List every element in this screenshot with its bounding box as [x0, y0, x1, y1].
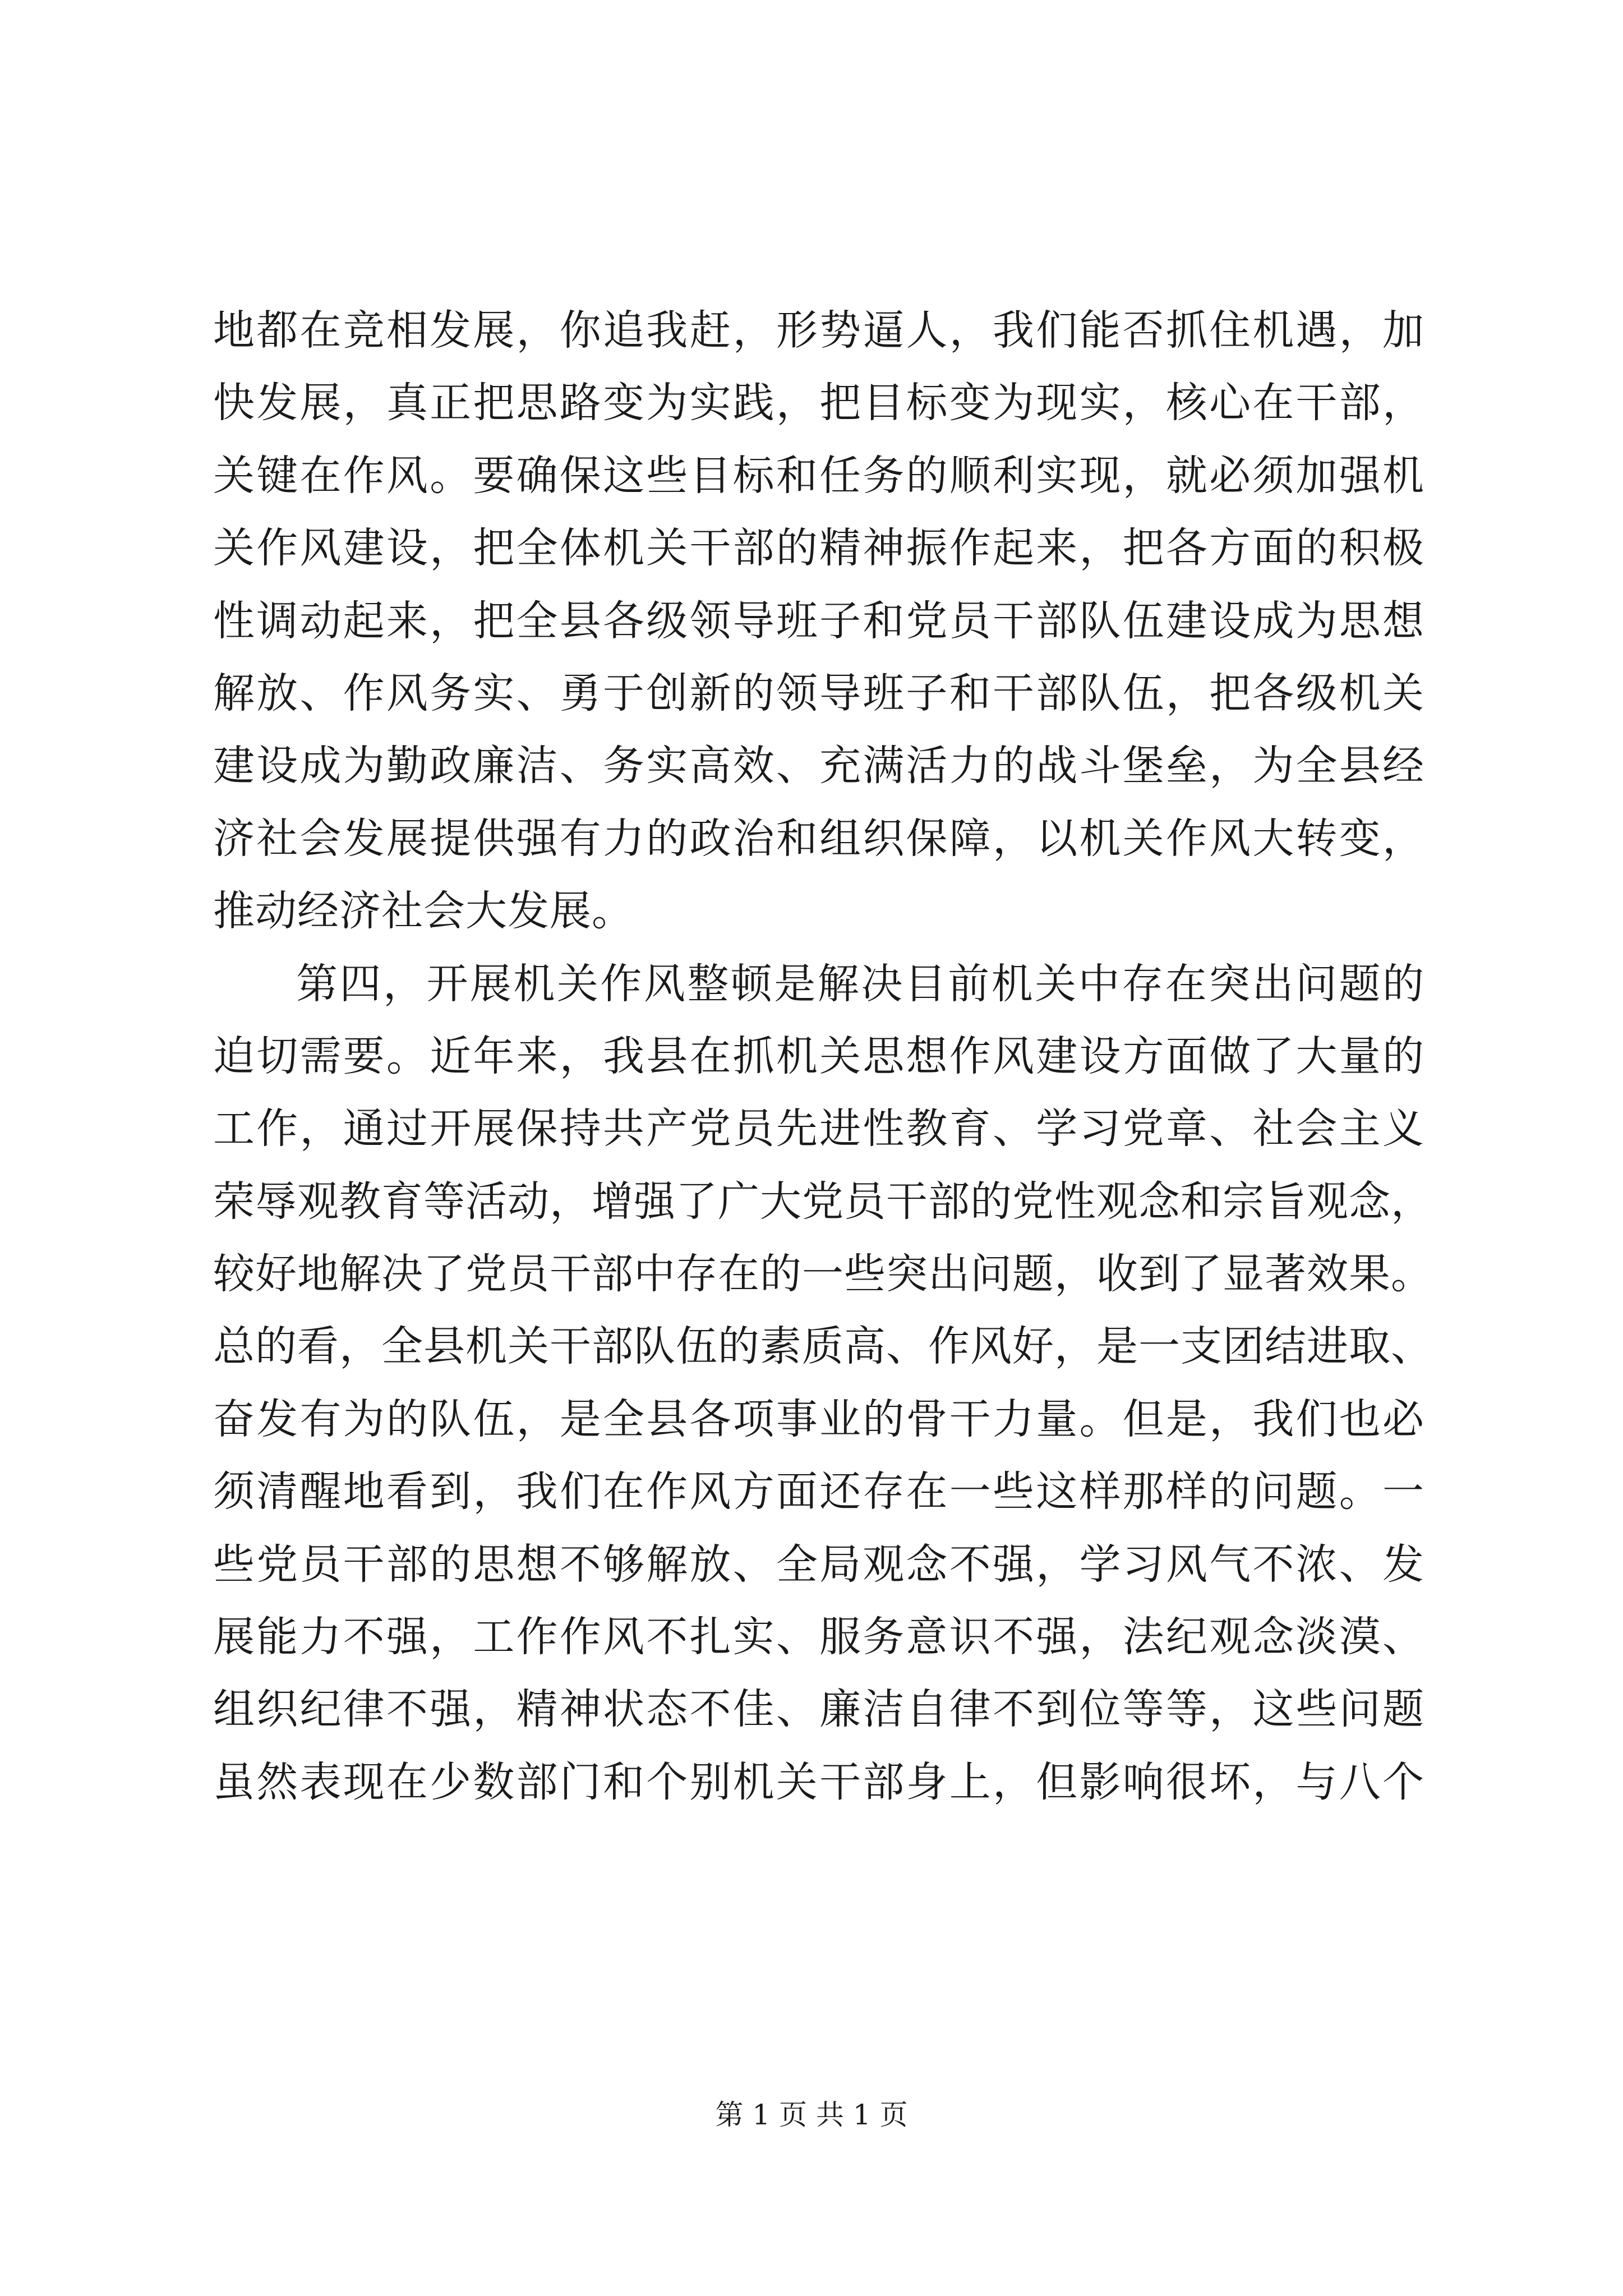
text-line: 地都在竞相发展，你追我赶，形势逼人，我们能否抓住机遇，加: [213, 306, 1424, 355]
page-number-footer: 第 1 页 共 1 页: [715, 2099, 908, 2131]
text-line: 快发展，真正把思路变为实践，把目标变为现实，核心在干部，: [213, 379, 1424, 427]
text-line: 济社会发展提供强有力的政治和组织保障，以机关作风大转变，: [213, 814, 1424, 863]
text-line: 关作风建设，把全体机关干部的精神振作起来，把各方面的积极: [213, 524, 1424, 573]
body-text: [213, 295, 1433, 1819]
text-line: 工作，通过开展保持共产党员先进性教育、学习党章、社会主义: [213, 1105, 1424, 1153]
text-line: 些党员干部的思想不够解放、全局观念不强，学习风气不浓、发: [213, 1540, 1424, 1589]
text-line: 迫切需要。近年来，我县在抓机关思想作风建设方面做了大量的: [213, 1032, 1424, 1080]
text-line: 推动经济社会大发展。: [213, 887, 634, 936]
text-line: 虽然表现在少数部门和个别机关干部身上，但影响很坏，与八个: [213, 1757, 1424, 1806]
text-line: 建设成为勤政廉洁、务实高效、充满活力的战斗堡垒，为全县经: [213, 742, 1424, 790]
text-line: 展能力不强，工作作风不扎实、服务意识不强，法纪观念淡漠、: [213, 1613, 1424, 1662]
text-line: 须清醒地看到，我们在作风方面还存在一些这样那样的问题。一: [213, 1467, 1424, 1516]
text-line: 较好地解决了党员干部中存在的一些突出问题，收到了显著效果。: [213, 1250, 1433, 1299]
text-line: 荣辱观教育等活动，增强了广大党员干部的党性观念和宗旨观念，: [213, 1177, 1433, 1226]
text-line: 总的看，全县机关干部队伍的素质高、作风好，是一支团结进取、: [213, 1322, 1433, 1371]
text-line: 性调动起来，把全县各级领导班子和党员干部队伍建设成为思想: [213, 596, 1424, 645]
text-line: 第四，开展机关作风整顿是解决目前机关中存在突出问题的: [296, 959, 1424, 1008]
text-line: 解放、作风务实、勇于创新的领导班子和干部队伍，把各级机关: [213, 669, 1424, 717]
text-line: 关键在作风。要确保这些目标和任务的顺利实现，就必须加强机: [213, 451, 1424, 500]
text-line: 组织纪律不强，精神状态不佳、廉洁自律不到位等等，这些问题: [213, 1685, 1424, 1734]
text-line: 奋发有为的队伍，是全县各项事业的骨干力量。但是，我们也必: [213, 1395, 1424, 1443]
